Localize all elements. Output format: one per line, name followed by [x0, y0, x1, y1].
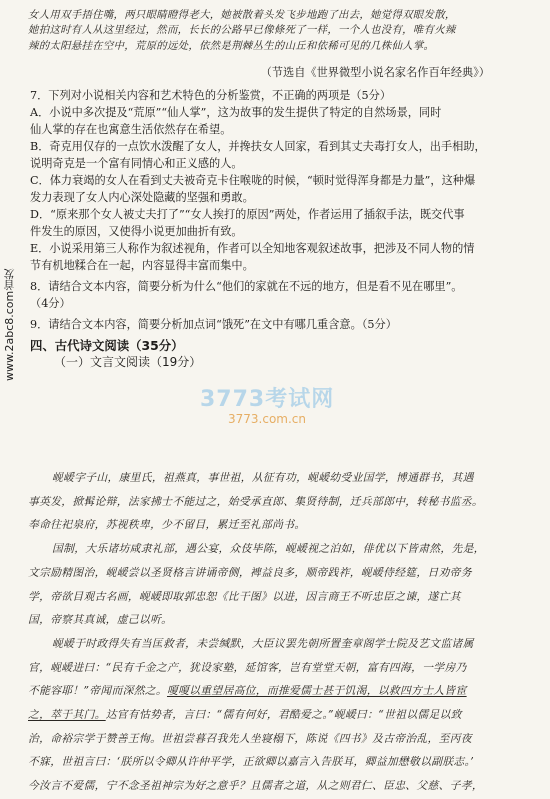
q7-option-c: C．体力衰竭的女人在看到丈夫被奇克卡住喉咙的时候，“顿时觉得浑身都是力量”，这种爆 — [30, 174, 476, 187]
q8-score: （4分） — [30, 297, 71, 310]
source-note: （节选自《世界微型小说名家名作百年经典》） — [260, 66, 490, 79]
story-line: 辣的太阳悬挂在空中，荒原的远处，依然是荆棘丛生的山丘和依稀可见的几株仙人掌。 — [28, 39, 435, 52]
story-line: 女人用双手捂住嘴，两只眼睛瞪得老大，她被散着头发飞步地跑了出去，她觉得双眼发散， — [28, 9, 456, 21]
q7-option-e-cont: 节有机地糅合在一起，内容显得丰富而集中。 — [30, 259, 254, 272]
passage-line: 官，岘嵈进曰：“民有千金之产，犹设家塾，延馆客，岂有堂堂天朝，富有四海，一学房乃 — [28, 660, 467, 674]
subsection-heading: （一）文言文阅读（19分） — [54, 355, 202, 369]
q7-option-d: D．“原来那个女人被丈夫打了”“女人挨打的原因”两处，作者运用了插叙手法，既交代事 — [30, 208, 465, 221]
q7-option-a: A．小说中多次提及“荒原”“仙人掌”，这为故事的发生提供了特定的自然场景，同时 — [30, 106, 442, 119]
story-line: 她拍这时有人从这里经过，然而，长长的公路早已像條死了一样，一个人也没有，唯有火辣 — [28, 24, 456, 37]
q8-line: 8．请结合文本内容，简要分析为什么“他们的家就在不远的地方，但是看不见在哪里”。 — [30, 280, 463, 293]
q7-option-a-cont: 仙人掌的存在也寓意生活依然存在希望。 — [30, 123, 232, 136]
story-excerpt — [28, 8, 533, 54]
passage-text: 不能容耶！”帝闻而深然之。 — [28, 684, 167, 698]
passage-line: 不寐，世祖言曰：‘朕所以令卿从许仲平学，正欲卿以嘉言入告朕耳，卿益加懋敬以副朕志。’ — [28, 755, 474, 769]
q7-option-b-cont: 说明奇克是一个富有同情心和正义感的人。 — [30, 157, 243, 170]
passage-line: 学，帝欲目观古名画，岘嵈即取郭忠恕《比干图》以进，因言商王不听忠臣之谏，遂亡其 — [28, 589, 461, 603]
passage-line — [28, 679, 533, 703]
passage-line: 今汝言不爱儒，宁不念圣祖神宗为好之意乎？且儒者之道，从之则君仁、臣忠、父慈、子孝， — [28, 779, 483, 793]
passage-line: 国制，大乐诸坊咸隶礼部，遇公宴，众伎毕陈，岘嵈视之泊如，俳优以下皆肃然，先是， — [52, 542, 485, 556]
passage-line: 治，命裕宗学于赞善王恂。世祖尝暮召我先人坐寝榻下，陈说《四书》及古帝治乱，至丙夜 — [28, 731, 472, 745]
passage-line: 岘嵈字子山，康里氏，祖燕真，事世祖，从征有功，岘嵈幼受业国学，博通群书，其遇 — [52, 471, 474, 484]
questions-block — [30, 64, 530, 371]
q7-option-d-cont: 件发生的原因，又使得小说更加曲折有致。 — [30, 225, 243, 238]
q7-option-b: B．奇克用仅存的一点饮水泼醒了女人，并搀扶女人回家，看到其丈夫毒打女人，出手相助， — [30, 140, 486, 153]
q9-line: 9．请结合文本内容，简要分析加点词“饿死”在文中有哪几重含意。（5分） — [30, 318, 397, 331]
q7-option-e: E．小说采用第三人称作为叙述视角，作者可以全知地客观叙述故事，把涉及不同人物的情 — [30, 242, 475, 255]
q7-option-c-cont: 发力表现了女人内心深处隐藏的坚强和勇敢。 — [30, 191, 254, 204]
passage-line: 文宗励精图治，岘嵈尝以圣贤格言讲诵帝侧，裨益良多，顺帝践祚，岘嵈侍经筵，日劝帝务 — [28, 565, 472, 579]
passage-line: 事英发，掀髯论辩，法家拂士不能过之，始受承直郎、集贤待制，迁兵部郎中，转秘书监丞。 — [28, 494, 483, 508]
section-heading: 四、古代诗文阅读（35分） — [30, 338, 184, 353]
passage-line — [28, 703, 533, 727]
q7-stem: 7．下列对小说相关内容和艺术特色的分析鉴赏，不正确的两项是（5分） — [30, 89, 392, 102]
passage-text: 达官有怙势者，言曰：“儒有何好，君酷爱之。”岘嵈曰：“世祖以儒足以致 — [105, 708, 462, 722]
underlined-sentence-cont: 之，萃于其门。 — [28, 708, 106, 722]
side-watermark-text: www.2abc8.com首发 — [3, 268, 16, 382]
passage-line: 国，帝察其真诚，虚己以听。 — [28, 613, 173, 627]
site-watermark-url: 3773.com.cn — [228, 412, 306, 426]
underlined-sentence: 嗄嗄以重望居高位，而推爱儒士甚于饥渴，以救四方士人皆宦 — [166, 684, 467, 698]
classical-passage — [28, 466, 533, 798]
passage-line: 岘嵈于时政得失有当匡救者，未尝缄默，大臣议罢先朝所置奎章阁学士院及艺文监诸属 — [52, 636, 474, 650]
site-watermark: 3773考试网 — [200, 387, 335, 412]
passage-line: 奉命往祀泉府，苏视秩卑，少不留目，累迁至礼部尚书。 — [28, 518, 306, 532]
